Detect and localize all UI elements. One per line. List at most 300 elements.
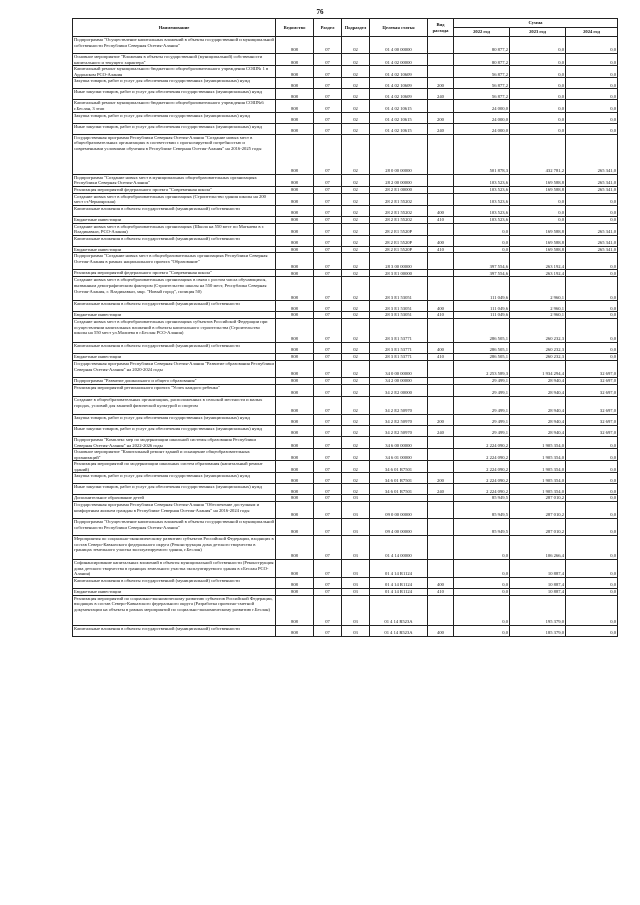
cell-target-article: 28 0 00 00000	[370, 134, 428, 174]
cell-podr: 02	[342, 186, 370, 193]
table-row	[73, 318, 618, 342]
cell-podr: 02	[342, 301, 370, 312]
table-header	[73, 19, 618, 37]
table-row	[73, 461, 618, 473]
cell-razd: 07	[314, 235, 342, 246]
cell-name: Капитальные вложения в объекты государственной (муниципальной) собственности	[73, 235, 276, 246]
cell-razd: 07	[314, 246, 342, 253]
cell-podr: 02	[342, 235, 370, 246]
cell-name: Реализация мероприятий федерального проекта "Современная школа"	[73, 270, 276, 277]
cell-expense-type: 400	[428, 205, 454, 216]
cell-name: Реализация мероприятий по модернизации школьных систем образования (капитальный ремонт зданий)	[73, 461, 276, 473]
cell-sum-2023: 28 940,4	[510, 384, 566, 396]
table-row	[73, 519, 618, 536]
cell-name: Реализация мероприятий федерального проекта "Современная школа"	[73, 186, 276, 193]
cell-razd: 07	[314, 360, 342, 377]
header-cs: Целевая статья	[370, 19, 428, 37]
cell-podr: 02	[342, 205, 370, 216]
cell-sum-2022: 0,0	[454, 595, 510, 625]
table-row	[73, 89, 618, 100]
cell-ved: 808	[276, 37, 314, 54]
cell-podr: 02	[342, 396, 370, 414]
cell-sum-2022: 29 499,1	[454, 384, 510, 396]
cell-name: Иные закупки товаров, работ и услуг для обеспечения государственных (муниципальных) нужд	[73, 123, 276, 134]
cell-sum-2022: 80 877,2	[454, 54, 510, 66]
table-row	[73, 495, 618, 502]
cell-expense-type	[428, 270, 454, 277]
cell-podr: 02	[342, 270, 370, 277]
cell-ved: 808	[276, 519, 314, 536]
cell-target-article: 28 2 E1 55202	[370, 205, 428, 216]
cell-sum-2024: 0,0	[566, 502, 618, 519]
cell-sum-2024: 0,0	[566, 318, 618, 342]
budget-table	[72, 18, 618, 637]
cell-podr: 02	[342, 484, 370, 495]
cell-podr: 02	[342, 89, 370, 100]
cell-expense-type	[428, 436, 454, 448]
cell-ved: 808	[276, 78, 314, 89]
cell-target-article: 01 4 02 10609	[370, 66, 428, 78]
cell-sum-2023: 0,0	[510, 66, 566, 78]
cell-ved: 808	[276, 589, 314, 596]
cell-target-article: 28 2 E1 00000	[370, 186, 428, 193]
cell-expense-type	[428, 461, 454, 473]
cell-target-article: 01 4 02 10615	[370, 112, 428, 123]
cell-sum-2022: 501 878,3	[454, 134, 510, 174]
cell-sum-2023: 195 379,0	[510, 595, 566, 625]
cell-podr: 02	[342, 425, 370, 436]
cell-sum-2023: 28 940,4	[510, 414, 566, 425]
header-sum: Сумма	[454, 19, 618, 28]
cell-sum-2023: 0,0	[510, 89, 566, 100]
cell-podr: 02	[342, 414, 370, 425]
table-row	[73, 312, 618, 319]
cell-sum-2024: 0,0	[566, 78, 618, 89]
cell-expense-type	[428, 502, 454, 519]
cell-podr: 03	[342, 502, 370, 519]
cell-name: Основное мероприятие "Капитальный ремонт зданий и оснащение общеобразовательных организаций"	[73, 449, 276, 461]
cell-razd: 07	[314, 589, 342, 596]
table-row	[73, 37, 618, 54]
cell-ved: 808	[276, 414, 314, 425]
table-row	[73, 100, 618, 112]
cell-sum-2023: 0,0	[510, 78, 566, 89]
cell-sum-2024: 0,0	[566, 193, 618, 205]
table-row	[73, 78, 618, 89]
cell-name: Реализация мероприятий по социально-экономическому развитию субъектов Российской Федерации, входящих в состав Северо-Кавказского федерального округа (Разработка проектно-сметной документации на объекты в рамках мероприятий по социально-экономическому развитию г.Беслан)	[73, 595, 276, 625]
cell-expense-type: 400	[428, 342, 454, 353]
cell-ved: 808	[276, 223, 314, 235]
cell-expense-type: 200	[428, 473, 454, 484]
cell-target-article: 01 4 14 R1124	[370, 589, 428, 596]
cell-razd: 07	[314, 253, 342, 270]
cell-razd: 07	[314, 186, 342, 193]
cell-name: Создание новых мест в общеобразовательных организациях в связи с ростом числа обучающихся, вызванным демографическим фактором (Строительство школы на 550 мест, Республика Северная Осетия-Алания, г. Владикавказ, мкр. "Новый город", позиция 50)	[73, 277, 276, 301]
cell-sum-2023: 0,0	[510, 123, 566, 134]
cell-target-article: 28 2 E1 5520Р	[370, 235, 428, 246]
cell-sum-2024: 265 341,0	[566, 246, 618, 253]
table-row	[73, 502, 618, 519]
cell-target-article: 28 2 E1 5520Р	[370, 223, 428, 235]
cell-sum-2022: 111 049,6	[454, 301, 510, 312]
table-row	[73, 560, 618, 578]
cell-name: Создание новых мест в общеобразовательных организациях субъектов Российской Федерации при осуществлении капитальных вложений в объекты капитального строительства (Строительство школы на 550 мест ул.Малиева в г.Беслан РСО-Алания)	[73, 318, 276, 342]
cell-razd: 07	[314, 396, 342, 414]
cell-target-article: 34 2 E2 50970	[370, 396, 428, 414]
cell-expense-type: 410	[428, 216, 454, 223]
cell-sum-2022: 2 224 090,2	[454, 449, 510, 461]
cell-podr: 02	[342, 449, 370, 461]
page-number: 76	[316, 8, 324, 16]
cell-target-article: 01 4 00 00000	[370, 37, 428, 54]
cell-expense-type: 240	[428, 484, 454, 495]
cell-name: Государственная программа Республики Северная Осетия-Алания "Создание новых мест в общеобразовательных организациях в соответствии с прогнозируемой потребностью и современными условиями обучения в Республике Северная Осетия-Алания" на 2016-2025 годы	[73, 134, 276, 174]
cell-sum-2023: 28 940,4	[510, 396, 566, 414]
cell-name: Иные закупки товаров, работ и услуг для обеспечения государственных (муниципальных) нужд	[73, 484, 276, 495]
cell-razd: 07	[314, 37, 342, 54]
cell-podr: 02	[342, 223, 370, 235]
cell-sum-2024: 0,0	[566, 449, 618, 461]
header-year-2024: 2024 год	[566, 28, 618, 37]
table-row	[73, 246, 618, 253]
cell-sum-2022: 286 505,1	[454, 318, 510, 342]
cell-razd: 07	[314, 625, 342, 636]
cell-sum-2024: 0,0	[566, 495, 618, 502]
cell-podr: 02	[342, 78, 370, 89]
cell-sum-2024: 0,0	[566, 589, 618, 596]
cell-podr: 02	[342, 37, 370, 54]
cell-ved: 808	[276, 536, 314, 560]
cell-name: Бюджетные инвестиции	[73, 216, 276, 223]
cell-razd: 07	[314, 502, 342, 519]
cell-sum-2024: 0,0	[566, 89, 618, 100]
cell-target-article: 09 0 00 00000	[370, 502, 428, 519]
cell-podr: 02	[342, 473, 370, 484]
cell-sum-2024: 0,0	[566, 205, 618, 216]
cell-sum-2022: 29 499,1	[454, 396, 510, 414]
cell-ved: 808	[276, 205, 314, 216]
cell-target-article: 01 4 02 10615	[370, 100, 428, 112]
table-row	[73, 625, 618, 636]
cell-target-article: 28 3 E1 53051	[370, 277, 428, 301]
cell-expense-type: 400	[428, 625, 454, 636]
cell-sum-2024: 32 697,0	[566, 414, 618, 425]
cell-sum-2024: 0,0	[566, 461, 618, 473]
cell-ved: 808	[276, 360, 314, 377]
cell-sum-2024: 0,0	[566, 595, 618, 625]
cell-name: Подпрограмма "Создание новых мест в общеобразовательных организациях Республики Северная Осетия-Алания в рамках национального проекта "Образование"	[73, 253, 276, 270]
cell-podr: 02	[342, 342, 370, 353]
cell-sum-2023: 1 934 294,4	[510, 360, 566, 377]
cell-sum-2022: 2 224 090,2	[454, 473, 510, 484]
table-row	[73, 186, 618, 193]
cell-sum-2023: 10 887,4	[510, 560, 566, 578]
cell-target-article: 28 3 E1 53771	[370, 318, 428, 342]
cell-razd: 07	[314, 216, 342, 223]
cell-ved: 808	[276, 312, 314, 319]
cell-sum-2024: 32 697,0	[566, 377, 618, 384]
cell-sum-2022: 56 877,2	[454, 66, 510, 78]
cell-sum-2024: 0,0	[566, 54, 618, 66]
cell-expense-type	[428, 595, 454, 625]
cell-sum-2022: 56 877,2	[454, 89, 510, 100]
cell-sum-2023: 106 266,4	[510, 536, 566, 560]
cell-target-article: 34 6 01 R7501	[370, 473, 428, 484]
cell-sum-2022: 0,0	[454, 625, 510, 636]
cell-sum-2022: 0,0	[454, 560, 510, 578]
cell-sum-2022: 2 224 090,2	[454, 484, 510, 495]
cell-target-article: 34 6 01 R7501	[370, 461, 428, 473]
cell-razd: 07	[314, 425, 342, 436]
cell-sum-2022: 2 253 589,3	[454, 360, 510, 377]
cell-ved: 808	[276, 595, 314, 625]
cell-sum-2024: 265 341,0	[566, 223, 618, 235]
cell-expense-type	[428, 449, 454, 461]
cell-expense-type	[428, 100, 454, 112]
cell-sum-2024: 0,0	[566, 560, 618, 578]
cell-sum-2024: 0,0	[566, 625, 618, 636]
cell-name: Подпрограмма "Комплекс мер по модернизации школьной системы образования Республики Северная Осетия-Алания" на 2022-2026 годы	[73, 436, 276, 448]
cell-sum-2023: 1 905 354,0	[510, 449, 566, 461]
cell-sum-2022: 24 000,0	[454, 100, 510, 112]
cell-expense-type	[428, 536, 454, 560]
cell-expense-type: 240	[428, 123, 454, 134]
cell-ved: 808	[276, 253, 314, 270]
cell-expense-type	[428, 193, 454, 205]
cell-razd: 07	[314, 560, 342, 578]
cell-sum-2023: 169 588,8	[510, 235, 566, 246]
cell-sum-2023: 169 588,8	[510, 223, 566, 235]
cell-razd: 07	[314, 495, 342, 502]
cell-target-article: 01 4 14 00000	[370, 536, 428, 560]
cell-sum-2024: 0,0	[566, 270, 618, 277]
cell-podr: 02	[342, 100, 370, 112]
cell-sum-2023: 0,0	[510, 205, 566, 216]
cell-target-article: 01 4 14 R1124	[370, 578, 428, 589]
cell-sum-2024: 32 697,0	[566, 384, 618, 396]
cell-podr: 02	[342, 66, 370, 78]
cell-razd: 07	[314, 436, 342, 448]
cell-sum-2023: 263 192,4	[510, 270, 566, 277]
cell-name: Создание новых мест в общеобразовательных организациях (Школа на 550 мест по Магкаева в г. Владикавказ, РСО-Алания)	[73, 223, 276, 235]
cell-razd: 07	[314, 223, 342, 235]
cell-ved: 808	[276, 174, 314, 186]
cell-target-article: 28 3 E1 53771	[370, 342, 428, 353]
cell-podr: 03	[342, 589, 370, 596]
table-row	[73, 473, 618, 484]
cell-podr: 03	[342, 519, 370, 536]
cell-expense-type: 410	[428, 312, 454, 319]
cell-sum-2024: 0,0	[566, 123, 618, 134]
cell-ved: 808	[276, 186, 314, 193]
cell-ved: 808	[276, 134, 314, 174]
table-row	[73, 223, 618, 235]
table-row	[73, 123, 618, 134]
cell-podr: 03	[342, 595, 370, 625]
cell-expense-type: 200	[428, 414, 454, 425]
cell-podr: 02	[342, 246, 370, 253]
cell-expense-type: 240	[428, 425, 454, 436]
cell-expense-type: 400	[428, 235, 454, 246]
cell-razd: 07	[314, 270, 342, 277]
cell-razd: 07	[314, 312, 342, 319]
cell-ved: 808	[276, 473, 314, 484]
cell-name: Бюджетные инвестиции	[73, 246, 276, 253]
cell-sum-2023: 169 588,8	[510, 174, 566, 186]
cell-ved: 808	[276, 625, 314, 636]
cell-name: Закупка товаров, работ и услуг для обеспечения государственных (муниципальных) нужд	[73, 414, 276, 425]
cell-sum-2023: 0,0	[510, 112, 566, 123]
cell-sum-2024: 32 697,0	[566, 360, 618, 377]
cell-expense-type: 410	[428, 589, 454, 596]
cell-expense-type	[428, 377, 454, 384]
cell-sum-2024: 0,0	[566, 353, 618, 360]
table-row	[73, 270, 618, 277]
cell-sum-2024: 32 697,0	[566, 396, 618, 414]
cell-sum-2022: 2 224 090,2	[454, 436, 510, 448]
cell-podr: 02	[342, 277, 370, 301]
cell-name: Иные закупки товаров, работ и услуг для обеспечения государственных (муниципальных) нужд	[73, 89, 276, 100]
header-year-2023: 2023 год	[510, 28, 566, 37]
cell-name: Дополнительное образование детей	[73, 495, 276, 502]
table-row	[73, 134, 618, 174]
cell-podr: 02	[342, 436, 370, 448]
cell-name: Подпрограмма "Осуществление капитальных вложений в объекты государственной и муниципальной собственности Республики Северная Осетия-Алания"	[73, 37, 276, 54]
cell-target-article	[370, 495, 428, 502]
cell-name: Подпрограмма "Осуществление капитальных вложений в объекты государственной и муниципальной собственности Республики Северная Осетия-Алания"	[73, 519, 276, 536]
cell-expense-type	[428, 560, 454, 578]
cell-name: Капитальный ремонт муниципального бюджетного общеобразовательного учреждения СОШ№6 г.Беслан, 3 этап	[73, 100, 276, 112]
cell-podr: 02	[342, 54, 370, 66]
cell-ved: 808	[276, 301, 314, 312]
cell-sum-2022: 111 049,6	[454, 277, 510, 301]
cell-podr: 02	[342, 360, 370, 377]
table-row	[73, 54, 618, 66]
cell-podr: 03	[342, 625, 370, 636]
cell-target-article: 28 3 E1 53771	[370, 353, 428, 360]
cell-sum-2022: 286 505,1	[454, 353, 510, 360]
cell-sum-2022: 0,0	[454, 578, 510, 589]
cell-name: Капитальный ремонт муниципального бюджетного общеобразовательного учреждения СОШ№ 1 в Ардонском РСО-Алания	[73, 66, 276, 78]
cell-ved: 808	[276, 66, 314, 78]
cell-sum-2024: 0,0	[566, 112, 618, 123]
header-podr: Подраздел	[342, 19, 370, 37]
cell-podr: 02	[342, 318, 370, 342]
cell-target-article: 34 6 01 R7501	[370, 484, 428, 495]
cell-name: Капитальные вложения в объекты государственной (муниципальной) собственности	[73, 578, 276, 589]
table-row	[73, 205, 618, 216]
cell-razd: 07	[314, 193, 342, 205]
cell-target-article: 01 4 14 R523А	[370, 595, 428, 625]
cell-expense-type	[428, 253, 454, 270]
cell-razd: 07	[314, 123, 342, 134]
cell-sum-2023: 260 232,3	[510, 342, 566, 353]
cell-target-article: 28 3 E1 53051	[370, 301, 428, 312]
cell-sum-2023: 1 905 354,0	[510, 473, 566, 484]
cell-sum-2023: 1 905 354,0	[510, 436, 566, 448]
cell-sum-2022: 2 224 090,2	[454, 461, 510, 473]
cell-ved: 808	[276, 277, 314, 301]
cell-ved: 808	[276, 353, 314, 360]
cell-sum-2022: 29 499,1	[454, 377, 510, 384]
cell-name: Иные закупки товаров, работ и услуг для обеспечения государственных (муниципальных) нужд	[73, 425, 276, 436]
cell-ved: 808	[276, 342, 314, 353]
cell-sum-2022: 29 499,1	[454, 425, 510, 436]
table-row	[73, 277, 618, 301]
cell-ved: 808	[276, 560, 314, 578]
cell-name: Создание в общеобразовательных организациях, расположенных в сельской местности и малых городах, условий для занятий физической культурой и спортом	[73, 396, 276, 414]
cell-razd: 07	[314, 89, 342, 100]
table-row	[73, 174, 618, 186]
cell-sum-2023: 0,0	[510, 100, 566, 112]
cell-name: Государственная программа Республики Северная Осетия-Алания "Развитие образования Республики Северная Осетия-Алания" на 2020-2024 годы	[73, 360, 276, 377]
table-row	[73, 595, 618, 625]
cell-sum-2023: 0,0	[510, 193, 566, 205]
table-row	[73, 360, 618, 377]
cell-target-article: 01 4 02 10615	[370, 123, 428, 134]
cell-expense-type	[428, 360, 454, 377]
cell-sum-2023: 287 010,2	[510, 502, 566, 519]
cell-sum-2024: 265 341,0	[566, 186, 618, 193]
cell-sum-2024: 265 341,0	[566, 235, 618, 246]
cell-sum-2023: 28 940,4	[510, 425, 566, 436]
table-row	[73, 193, 618, 205]
table-row	[73, 589, 618, 596]
cell-target-article: 28 2 E1 55202	[370, 216, 428, 223]
cell-razd: 07	[314, 277, 342, 301]
cell-podr: 02	[342, 253, 370, 270]
cell-sum-2022: 29 499,1	[454, 414, 510, 425]
cell-podr: 02	[342, 312, 370, 319]
cell-podr: 03	[342, 560, 370, 578]
cell-sum-2023: 2 960,1	[510, 301, 566, 312]
cell-expense-type: 200	[428, 78, 454, 89]
cell-sum-2023: 1 905 354,0	[510, 461, 566, 473]
cell-sum-2024: 0,0	[566, 100, 618, 112]
table-row	[73, 578, 618, 589]
cell-sum-2024: 0,0	[566, 253, 618, 270]
cell-name: Создание новых мест в общеобразовательных организациях (Строительство здания школы на 200 мест ст.Черноярская)	[73, 193, 276, 205]
cell-target-article: 34 2 E2 50970	[370, 425, 428, 436]
cell-sum-2023: 169 588,8	[510, 186, 566, 193]
table-row	[73, 384, 618, 396]
cell-sum-2022: 24 000,0	[454, 112, 510, 123]
table-body	[73, 37, 618, 637]
cell-sum-2023: 0,0	[510, 216, 566, 223]
cell-expense-type	[428, 54, 454, 66]
header-razd: Раздел	[314, 19, 342, 37]
cell-razd: 07	[314, 384, 342, 396]
cell-sum-2022: 103 523,6	[454, 186, 510, 193]
cell-ved: 808	[276, 436, 314, 448]
cell-sum-2022: 286 505,1	[454, 342, 510, 353]
header-ved: Ведомство	[276, 19, 314, 37]
cell-sum-2022: 85 949,5	[454, 502, 510, 519]
cell-target-article: 01 4 14 R1124	[370, 560, 428, 578]
cell-sum-2023: 28 940,4	[510, 377, 566, 384]
cell-sum-2023: 287 010,2	[510, 519, 566, 536]
cell-podr: 02	[342, 353, 370, 360]
cell-ved: 808	[276, 123, 314, 134]
cell-sum-2024: 0,0	[566, 342, 618, 353]
cell-sum-2023: 260 232,3	[510, 318, 566, 342]
cell-razd: 07	[314, 353, 342, 360]
cell-name: Государственная программа Республики Северная Осетия-Алания "Обеспечение доступным и комфортным жильем граждан в Республике Северная Осетия-Алания" на 2016-2024 годы	[73, 502, 276, 519]
cell-sum-2023: 263 192,4	[510, 253, 566, 270]
cell-expense-type	[428, 66, 454, 78]
budget-table-container	[72, 18, 617, 637]
cell-sum-2024: 0,0	[566, 66, 618, 78]
